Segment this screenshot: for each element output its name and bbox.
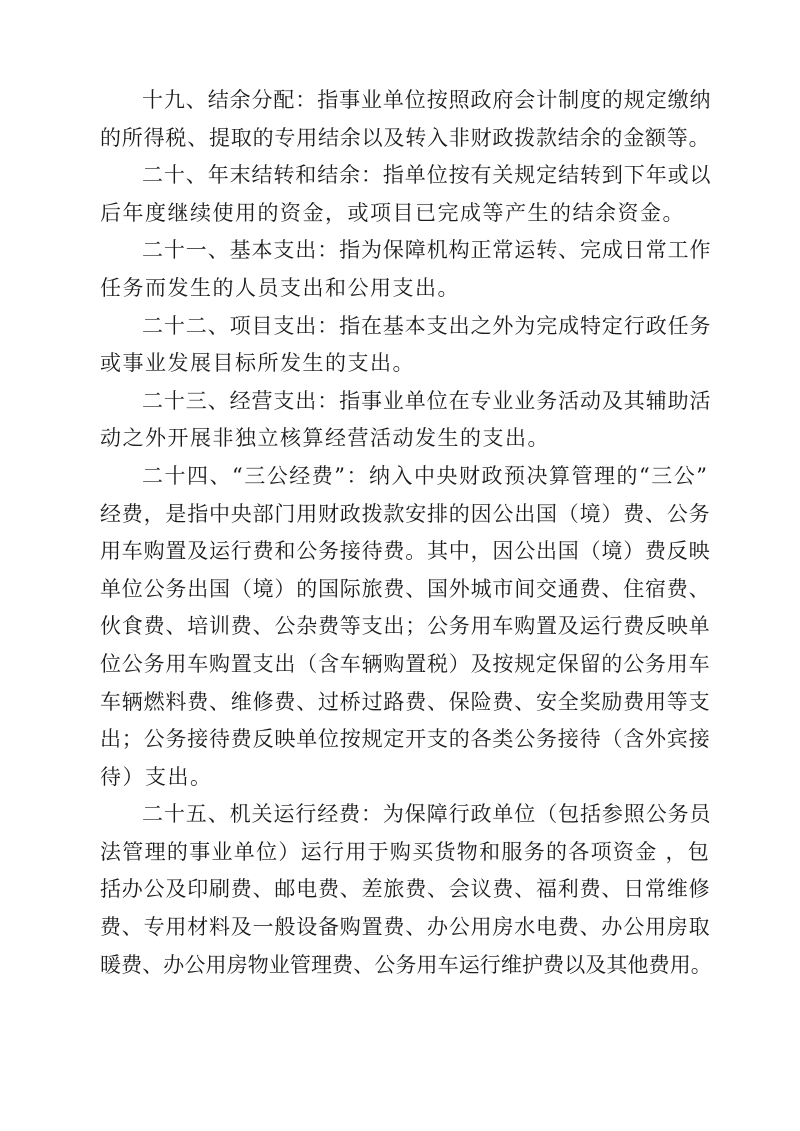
text-line: 单位公务出国（境）的国际旅费、国外城市间交通费、住宿费、	[100, 576, 711, 601]
text-line: 二十一、基本支出：指为保障机构正常运转、完成日常工作	[142, 238, 712, 263]
paragraph-22-project-expenditure	[100, 308, 712, 383]
paragraph-23-operating-expenditure	[100, 383, 712, 458]
text-line: 括办公及印刷费、邮电费、差旅费、会议费、福利费、日常维修	[100, 877, 711, 902]
text-line: 车辆燃料费、维修费、过桥过路费、保险费、安全奖励费用等支	[100, 689, 711, 714]
text-line: 出；公务接待费反映单位按规定开支的各类公务接待（含外宾接	[100, 727, 711, 752]
text-line: 二十二、项目支出：指在基本支出之外为完成特定行政任务	[142, 313, 712, 338]
text-line: 的所得税、提取的专用结余以及转入非财政拨款结余的金额等。	[100, 125, 711, 150]
text-line: 后年度继续使用的资金，或项目已完成等产生的结余资金。	[100, 200, 685, 225]
text-line: 暖费、办公用房物业管理费、公务用车运行维护费以及其他费用。	[100, 952, 712, 977]
text-line: 待）支出。	[100, 764, 213, 789]
text-line: 法管理的事业单位）运行用于购买货物和服务的各项资金 ，包	[100, 839, 711, 864]
text-line: 或事业发展目标所发生的支出。	[100, 351, 415, 376]
text-line: 伙食费、培训费、公杂费等支出；公务用车购置及运行费反映单	[100, 614, 711, 639]
text-line: 位公务用车购置支出（含车辆购置税）及按规定保留的公务用车	[100, 651, 711, 676]
text-line: 任务而发生的人员支出和公用支出。	[100, 275, 460, 300]
paragraph-19-surplus-distribution	[100, 82, 712, 157]
text-line: 用车购置及运行费和公务接待费。其中，因公出国（境）费反映	[100, 539, 711, 564]
text-line: 动之外开展非独立核算经营活动发生的支出。	[100, 426, 550, 451]
document-body	[100, 82, 712, 984]
text-line: 二十五、机关运行经费：为保障行政单位（包括参照公务员	[142, 802, 712, 827]
text-line: 二十四、“三公经费”：纳入中央财政预决算管理的“三公”	[142, 463, 709, 488]
paragraph-21-basic-expenditure	[100, 232, 712, 307]
text-line: 二十、年末结转和结余：指单位按有关规定结转到下年或以	[142, 163, 712, 188]
paragraph-24-three-public-expenses	[100, 458, 712, 796]
text-line: 经费，是指中央部门用财政拨款安排的因公出国（境）费、公务	[100, 501, 711, 526]
paragraph-20-year-end-carryover	[100, 157, 712, 232]
text-line: 二十三、经营支出：指事业单位在专业业务活动及其辅助活	[142, 388, 712, 413]
text-line: 费、专用材料及一般设备购置费、办公用房水电费、办公用房取	[100, 915, 711, 940]
text-line: 十九、结余分配：指事业单位按照政府会计制度的规定缴纳	[142, 88, 712, 112]
paragraph-25-agency-operating-expenses	[100, 796, 712, 984]
